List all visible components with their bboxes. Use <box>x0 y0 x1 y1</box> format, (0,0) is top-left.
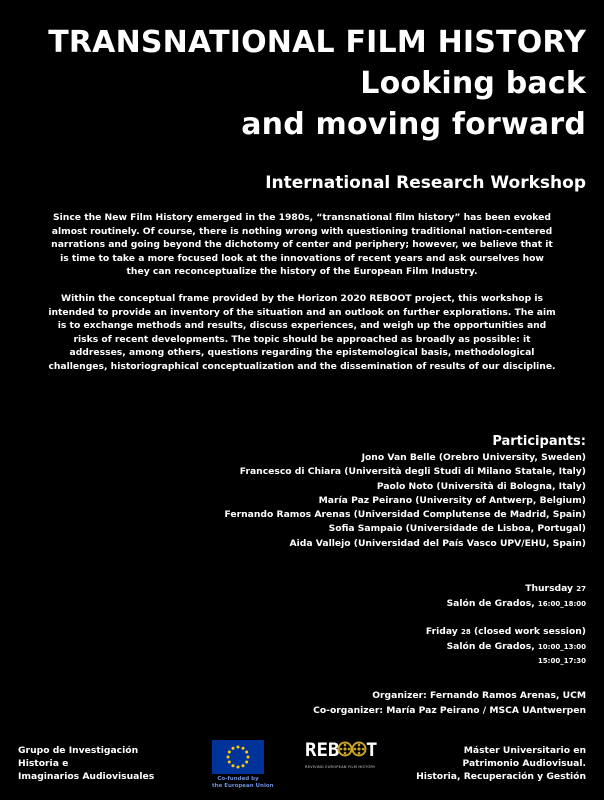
footer-line: Historia e <box>18 758 69 769</box>
participant-item: Jono Van Belle (Orebro University, Sweden) <box>361 452 586 463</box>
participant-item: Fernando Ramos Arenas (Universidad Complutense de Madrid, Spain) <box>224 509 586 521</box>
footer-line: Historia, Recuperación y Gestión <box>416 771 586 782</box>
event-title <box>48 22 586 145</box>
schedule-day: Thursday <box>525 583 574 594</box>
reboot-logo <box>305 738 378 769</box>
paragraph-line: is time to take a more focused look at the innovations of recent years and ask ourselves how <box>60 252 544 264</box>
participant-item: María Paz Peirano (University of Antwerp, Belgium) <box>318 494 586 506</box>
participants-list <box>224 432 586 551</box>
schedule-friday <box>426 625 586 669</box>
participant-item: Paolo Noto (Università di Bologna, Italy) <box>376 480 586 492</box>
organizer: Organizer: Fernando Ramos Arenas, UCM <box>372 690 586 701</box>
reboot-tagline: REVIVING EUROPEAN FILM HISTORY <box>305 765 376 769</box>
participant-item: Sofia Sampaio (Universidade de Lisboa, Portugal) <box>328 523 586 535</box>
footer-line: Imaginarios Audiovisuales <box>18 771 155 782</box>
paragraph-line: risks of recent developments. The topic should be approached as broadly as possible: it <box>73 333 531 345</box>
schedule-date: 27 <box>576 585 586 593</box>
schedule-time: 10:00_13:00 <box>537 642 586 651</box>
eu-caption <box>212 776 274 790</box>
eu-cofunded-logo <box>212 740 274 790</box>
schedule-note: (closed work session) <box>473 626 586 637</box>
co-organizer: Co-organizer: María Paz Peirano / MSCA UAntwerpen <box>313 704 586 716</box>
paragraph-line: Within the conceptual frame provided by the Horizon 2020 REBOOT project, this workshop is <box>60 293 544 304</box>
paragraph-line: narrations and going beyond the dichotomy of center and periphery; however, we believe that it <box>51 239 553 250</box>
paragraph-line: addresses, among others, questions regarding the epistemological basis, methodological <box>69 347 535 358</box>
schedule-time: 15:00_17:30 <box>537 657 586 665</box>
footer-line: Grupo de Investigación <box>18 745 139 756</box>
intro-paragraph-2 <box>14 292 590 373</box>
reboot-wordmark-icon <box>305 738 378 761</box>
schedule-thursday <box>447 582 586 611</box>
participant-item: Francesco di Chiara (Università degli Studi di Milano Statale, Italy) <box>239 466 586 478</box>
title-line-3: and moving forward <box>241 107 586 142</box>
organizers <box>313 689 586 718</box>
paragraph-line: they can reconceptualize the history of the European Film Industry. <box>126 266 478 277</box>
schedule-time: 16:00_18:00 <box>537 599 586 608</box>
master-program-label <box>416 744 586 783</box>
title-line-2: Looking back <box>360 66 586 101</box>
workshop-subtitle: International Research Workshop <box>265 173 586 193</box>
title-line-1: TRANSNATIONAL FILM HISTORY <box>48 25 586 60</box>
paragraph-line: almost routinely. Of course, there is nothing wrong with questioning traditional nation-centered <box>51 225 553 237</box>
schedule-place: Salón de Grados, <box>446 640 535 652</box>
intro-paragraph-1 <box>14 211 590 279</box>
svg-text:T: T <box>366 739 378 761</box>
paragraph-line: is to exchange methods and results, discuss experiences, and weigh up the opportunities and <box>57 320 547 331</box>
eu-caption-line: the European Union <box>212 783 274 789</box>
svg-text:REB: REB <box>305 739 340 761</box>
footer-line: Patrimonio Audiovisual. <box>462 758 586 769</box>
research-group-label <box>18 744 154 783</box>
participants-heading: Participants: <box>492 434 586 449</box>
participant-item: Aida Vallejo (Universidad del País Vasco UPV/EHU, Spain) <box>289 537 586 549</box>
paragraph-line: Since the New Film History emerged in the 1980s, “transnational film history” has been evoked <box>53 212 551 223</box>
paragraph-line: challenges, historiographical conceptualization and the dissemination of results of our discipline. <box>48 360 556 372</box>
eu-caption-line: Co-funded by <box>217 776 259 782</box>
paragraph-line: intended to provide an inventory of the situation and an outlook on further explorations. The aim <box>48 306 556 318</box>
schedule-place: Salón de Grados, <box>446 597 535 609</box>
footer-line: Máster Universitario en <box>463 745 586 756</box>
eu-flag-icon <box>212 740 264 774</box>
schedule-date: 28 <box>460 628 471 636</box>
schedule-day: Friday <box>425 626 458 637</box>
